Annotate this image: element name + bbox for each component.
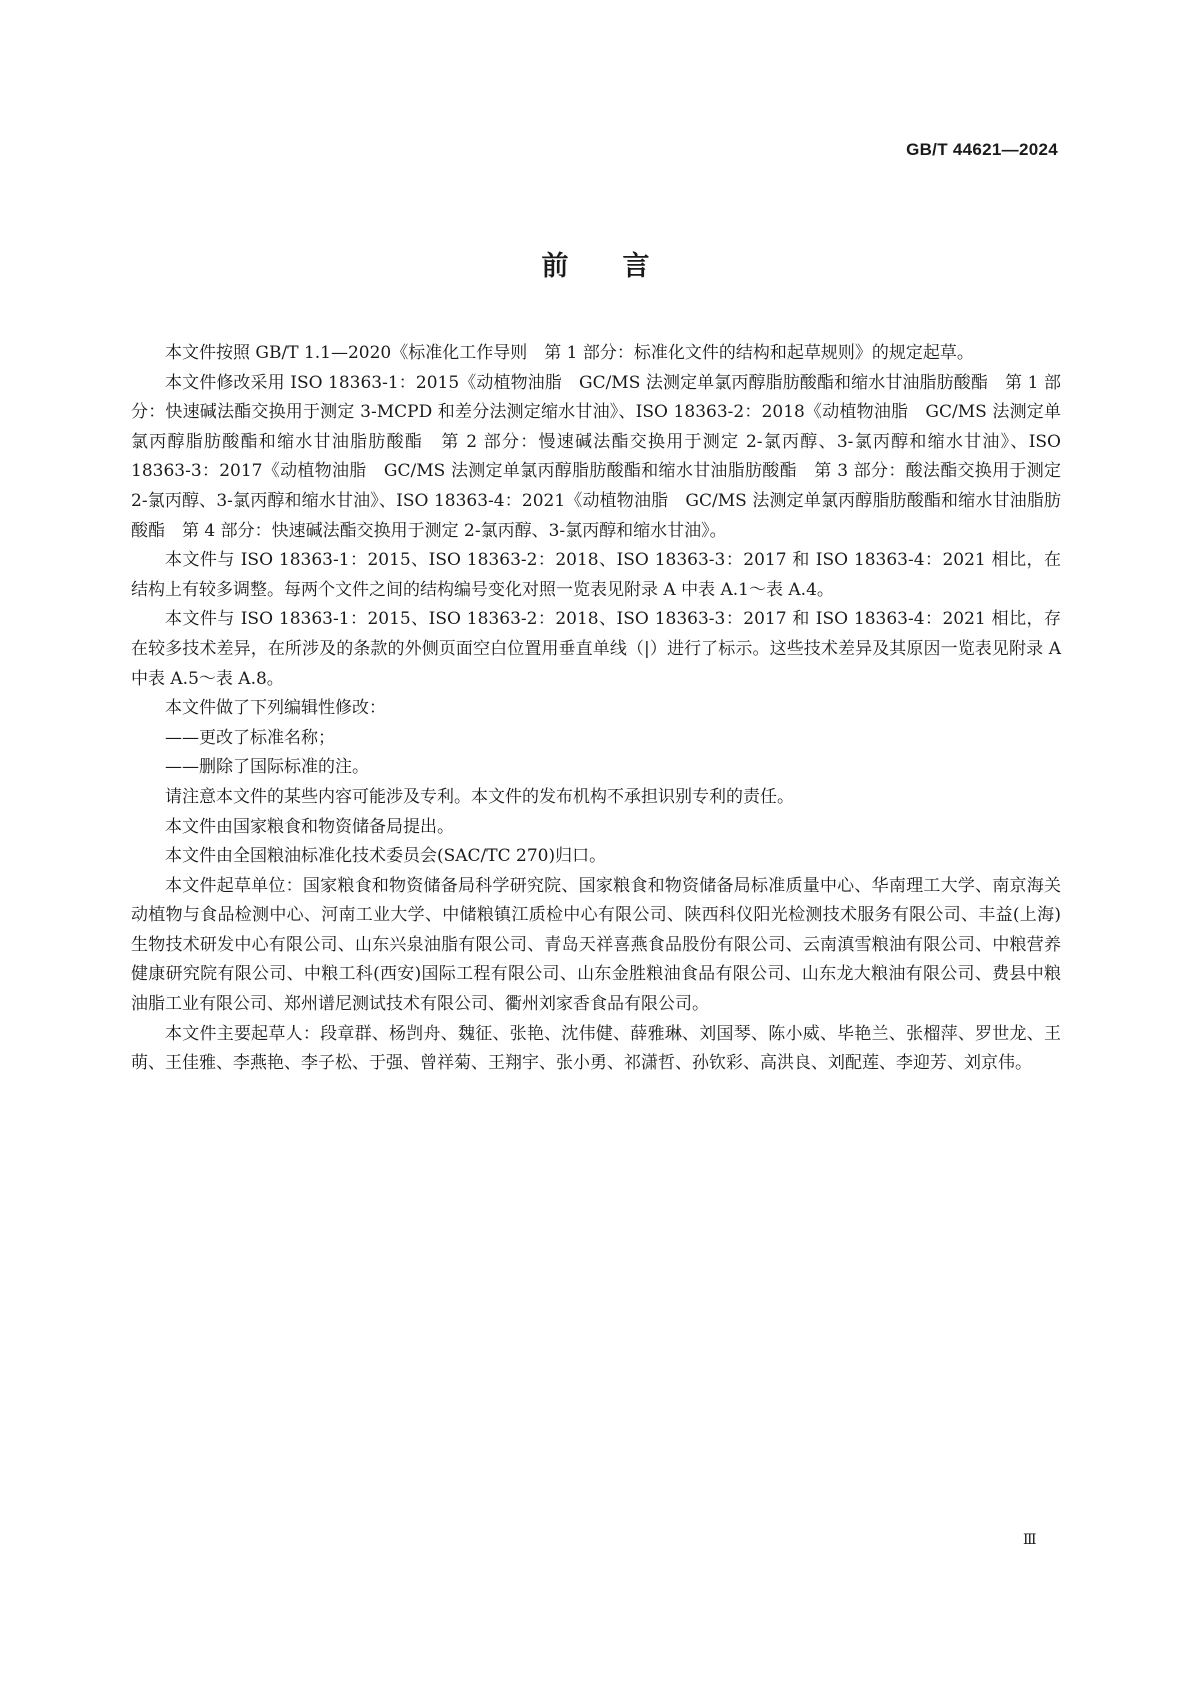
title-char-1: 前 [541, 251, 569, 282]
paragraph-technical-differences: 本文件与 ISO 18363-1：2015、ISO 18363-2：2018、ISO 18363-3：2017 和 ISO 18363-4：2021 相比，存在较多技术差异，在所涉及的条款的外侧页面空白位置用垂直单线（|）进行了标示。这些技术差异及其原因一览表见附录 A 中表 A.5～表 A.8。 [131, 609, 1061, 689]
paragraph-drafting-units: 本文件起草单位：国家粮食和物资储备局科学研究院、国家粮食和物资储备局标准质量中心、华南理工大学、南京海关动植物与食品检测中心、河南工业大学、中储粮镇江质检中心有限公司、陕西科仪阳光检测技术服务有限公司、丰益(上海)生物技术研发中心有限公司、山东兴泉油脂有限公司、青岛天祥喜燕食品股份有限公司、云南滇雪粮油有限公司、中粮营养健康研究院有限公司、中粮工科(西安)国际工程有限公司、山东金胜粮油食品有限公司、山东龙大粮油有限公司、费县中粮油脂工业有限公司、郑州谱尼测试技术有限公司、衢州刘家香食品有限公司。 [131, 875, 1061, 1015]
paragraph-proposer: 本文件由国家粮食和物资储备局提出。 [165, 816, 454, 837]
page-title [0, 244, 1191, 283]
paragraph-drafters: 本文件主要起草人：段章群、杨剀舟、魏征、张艳、沈伟健、薛雅琳、刘国琴、陈小威、毕艳兰、张榴萍、罗世龙、王萌、王佳雅、李燕艳、李子松、于强、曾祥菊、王翔宇、张小勇、祁潇哲、孙钦彩、高洪良、刘配莲、李迎芳、刘京伟。 [131, 1023, 1061, 1074]
foreword-body [131, 339, 1061, 1079]
paragraph-structure-changes: 本文件与 ISO 18363-1：2015、ISO 18363-2：2018、ISO 18363-3：2017 和 ISO 18363-4：2021 相比，在结构上有较多调整。每两个文件之间的结构编号变化对照一览表见附录 A 中表 A.1～表 A.4。 [131, 550, 1061, 600]
list-item-editorial-2: ——删除了国际标准的注。 [165, 757, 369, 778]
title-char-2: 言 [622, 251, 650, 282]
list-item-editorial-1: ——更改了标准名称； [165, 727, 335, 748]
page-number: Ⅲ [1023, 1532, 1037, 1548]
paragraph-patent-notice: 请注意本文件的某些内容可能涉及专利。本文件的发布机构不承担识别专利的责任。 [165, 786, 794, 807]
paragraph-editorial-intro: 本文件做了下列编辑性修改： [165, 698, 386, 719]
standard-code: GB/T 44621—2024 [906, 140, 1058, 159]
paragraph-technical-committee: 本文件由全国粮油标准化技术委员会(SAC/TC 270)归口。 [165, 846, 607, 867]
paragraph-adoption: 本文件修改采用 ISO 18363-1：2015《动植物油脂 GC/MS 法测定单氯丙醇脂肪酸酯和缩水甘油脂肪酸酯 第 1 部分：快速碱法酯交换用于测定 3-MCPD 和差分法测定缩水甘油》、ISO 18363-2：2018《动植物油脂 GC/MS 法测定单氯丙醇脂肪酸酯和缩水甘油脂肪酸酯 第 2 部分：慢速碱法酯交换用于测定 2-氯丙醇、3-氯丙醇和缩水甘油》、ISO 18363-3：2017《动植物油脂 GC/MS 法测定单氯丙醇脂肪酸酯和缩水甘油脂肪酸酯 第 3 部分：酸法酯交换用于测定 2-氯丙醇、3-氯丙醇和缩水甘油》、ISO 18363-4：2021《动植物油脂 GC/MS 法测定单氯丙醇脂肪酸酯和缩水甘油脂肪酸酯 第 4 部分：快速碱法酯交换用于测定 2-氯丙醇、3-氯丙醇和缩水甘油》。 [131, 372, 1061, 541]
paragraph-drafting-rules: 本文件按照 GB/T 1.1—2020《标准化工作导则 第 1 部分：标准化文件的结构和起草规则》的规定起草。 [165, 343, 974, 363]
